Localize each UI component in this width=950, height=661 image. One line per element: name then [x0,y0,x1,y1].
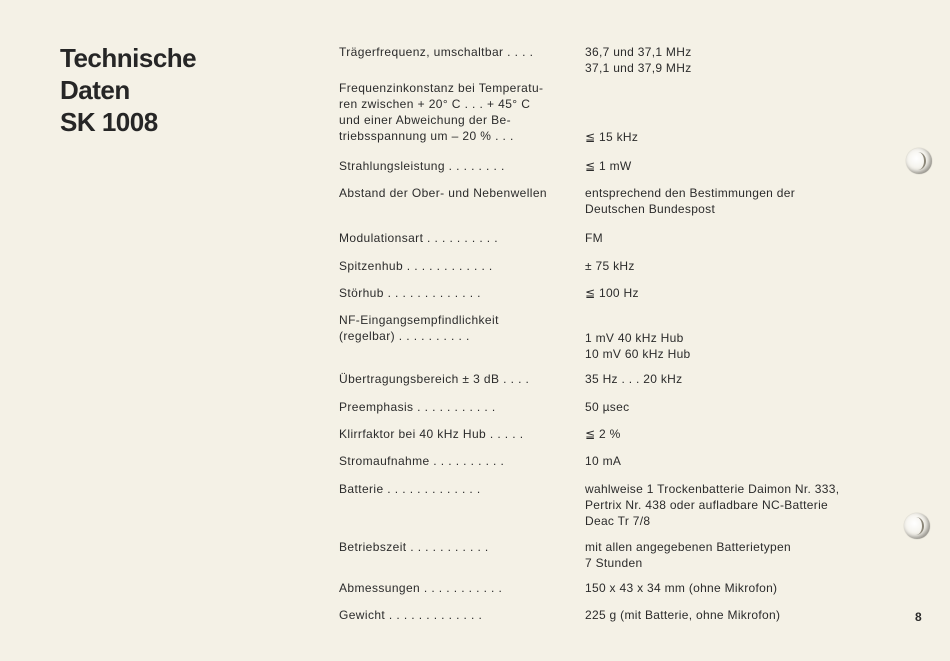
title-line-3: SK 1008 [60,107,158,137]
spec-value: 1 mV 40 kHz Hub 10 mV 60 kHz Hub [585,331,691,361]
spec-value: 225 g (mit Batterie, ohne Mikrofon) [585,608,781,622]
spec-label: Abstand der Ober- und Nebenwellen [339,186,547,200]
spec-value: ≦ 1 mW [585,159,632,173]
spec-value: FM [585,231,603,245]
spec-label: Spitzenhub . . . . . . . . . . . . [339,259,493,273]
spec-label: Frequenzinkonstanz bei Temperatu- ren zwischen + 20° C . . . + 45° C und einer Abweichung der Be- triebsspannung um – 20 % . . . [339,81,544,143]
spec-value: ≦ 100 Hz [585,286,639,300]
title-line-2: Daten [60,75,130,105]
spec-value: 36,7 und 37,1 MHz 37,1 und 37,9 MHz [585,45,692,75]
spec-label: Strahlungsleistung . . . . . . . . [339,159,505,173]
spec-value: ≦ 15 kHz [585,130,639,144]
spec-label: Abmessungen . . . . . . . . . . . [339,581,503,595]
spec-label: Trägerfrequenz, umschaltbar . . . . [339,45,534,59]
spec-value: wahlweise 1 Trockenbatterie Daimon Nr. 333, Pertrix Nr. 438 oder aufladbare NC-Batterie Deac Tr 7/8 [585,482,840,528]
spec-value: entsprechend den Bestimmungen der Deutschen Bundespost [585,186,796,216]
spec-label: Gewicht . . . . . . . . . . . . . [339,608,483,622]
punch-hole-icon [906,148,932,174]
spec-label: Störhub . . . . . . . . . . . . . [339,286,481,300]
spec-value: mit allen angegebenen Batterietypen 7 Stunden [585,540,791,570]
spec-label: Übertragungsbereich ± 3 dB . . . . [339,372,530,386]
spec-label: Modulationsart . . . . . . . . . . [339,231,498,245]
spec-value: 10 mA [585,454,622,468]
spec-value: ± 75 kHz [585,259,635,273]
spec-label: Stromaufnahme . . . . . . . . . . [339,454,505,468]
spec-value: 35 Hz . . . 20 kHz [585,372,683,386]
spec-value: ≦ 2 % [585,427,621,441]
page-title [60,42,196,138]
spec-label: Klirrfaktor bei 40 kHz Hub . . . . . [339,427,524,441]
page-number: 8 [915,610,922,624]
spec-value: 50 µsec [585,400,630,414]
spec-label: NF-Eingangsempfindlichkeit (regelbar) . . . . . . . . . . [339,313,499,343]
spec-label: Preemphasis . . . . . . . . . . . [339,400,496,414]
spec-label: Batterie . . . . . . . . . . . . . [339,482,481,496]
spec-value: 150 x 43 x 34 mm (ohne Mikrofon) [585,581,778,595]
punch-hole-icon [904,513,930,539]
spec-label: Betriebszeit . . . . . . . . . . . [339,540,489,554]
title-line-1: Technische [60,43,197,73]
